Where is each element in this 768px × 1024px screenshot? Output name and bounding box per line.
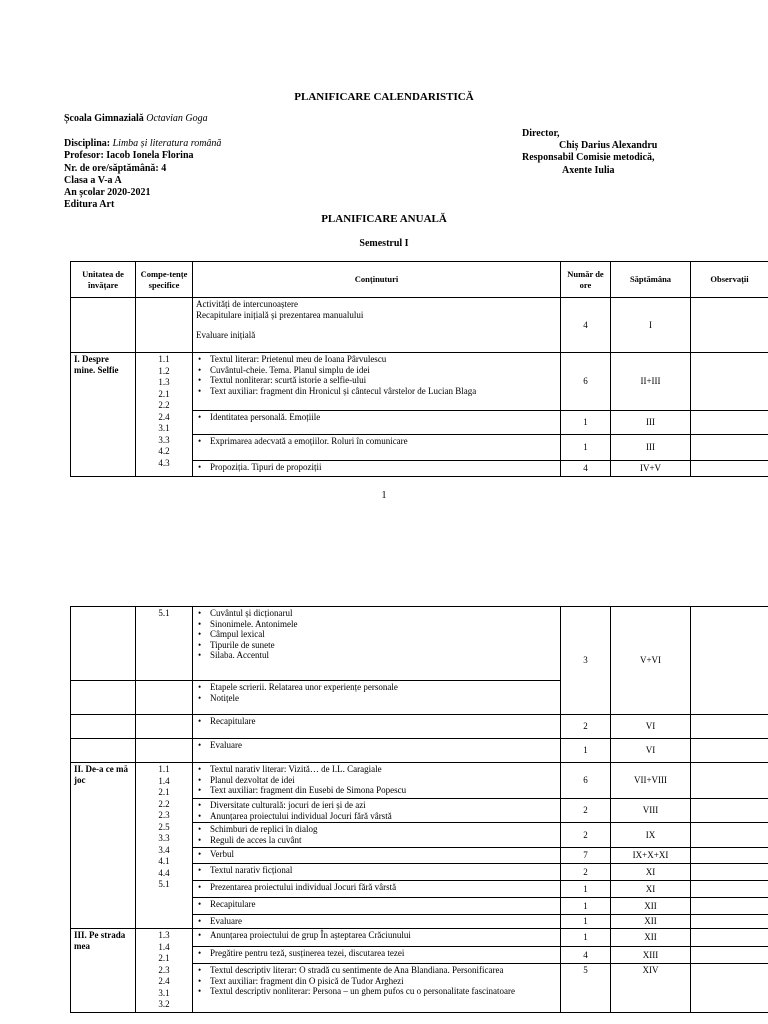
list-item: • Anunțarea proiectului de grup În așteptarea Crăciunului [210,930,557,941]
director-label: Director, [522,128,560,139]
list-item: • Evaluare [210,916,557,927]
unit-title: II. De-a ce mă joc [71,763,136,929]
col-week: Săptămâna [611,262,691,298]
list-item: • Tipurile de sunete [210,640,557,651]
list-item: • Propoziția. Tipuri de propoziții [210,462,557,473]
table-row: • Diversitate culturală: jocuri de ieri și de azi • Anunțarea proiectului individual Jocuri fără vârstă 2 VIII [71,799,768,823]
list-item: • Pregătire pentru teză, susținerea tezei, discutarea tezei [210,948,557,959]
col-content: Conținuturi [193,262,561,298]
discipline-line: Disciplina: Limba și literatura română [64,138,222,150]
plan-table-page-2 [70,606,768,1013]
list-item: • Sinonimele. Antonimele [210,619,557,630]
header-info [64,113,221,211]
competences: 1.1 1.2 1.3 2.1 2.2 2.4 3.1 3.3 4.2 4.3 [136,353,193,477]
table-row: • Exprimarea adecvată a emoțiilor. Roluri în comunicare 1 III [71,435,768,461]
list-item: • Etapele scrierii. Relatarea unor experiențe personale [210,682,557,693]
col-comp: Compe-tențe specifice [136,262,193,298]
table-row: • Evaluare 1 XII [71,915,768,929]
list-item: • Textul narativ ficțional [210,865,557,876]
unit-title: III. Pe strada mea [71,929,136,1013]
list-item: • Text auxiliar: fragment din O pisică de Tudor Arghezi [210,976,557,987]
list-item: • Recapitulare [210,899,557,910]
document-title: PLANIFICARE CALENDARISTICĂ [294,91,474,103]
director-name: Chiș Darius Alexandru [559,140,658,152]
table-row: • Pregătire pentru teză, susținerea tezei, discutarea tezei 4 XIII [71,946,768,964]
unit-title: I. Despre mine. Selfie [71,353,136,477]
table-row: • Verbul 7 IX+X+XI [71,848,768,864]
year-line: An școlar 2020-2021 [64,187,151,199]
table-row: • Textul descriptiv literar: O stradă cu sentimente de Ana Blandiana. Personificarea • Text auxiliar: fragment din O pisică de Tudor Arghezi • Textul descriptiv nonliterar: Persona – un ghem pufos cu o personalitate fascinatoare 5 XIV [71,964,768,1012]
page-number: 1 [381,490,387,501]
list-item: • Verbul [210,849,557,860]
list-item: • Textul literar: Prietenul meu de Ioana Pârvulescu [210,354,557,365]
list-item: • Text auxiliar: fragment din Hronicul și cântecul vârstelor de Lucian Blaga [210,386,557,397]
col-obs: Observații [691,262,768,298]
list-item: • Textul nonliterar: scurtă istorie a selfie-ului [210,375,557,386]
list-item: • Identitatea personală. Emoțiile [210,412,557,423]
list-item: • Textul narativ literar: Vizită… de I.L. Caragiale [210,764,557,775]
table-row: • Textul narativ ficțional 2 XI [71,864,768,881]
list-item: • Prezentarea proiectului individual Jocuri fără vârstă [210,882,557,893]
list-item: • Anunțarea proiectului individual Jocuri fără vârstă [210,811,557,822]
table-row: II. De-a ce mă joc 1.1 1.4 2.1 2.2 2.3 2.5 3.3 3.4 4.1 4.4 5.1 • Textul narativ literar: Vizită… de I.L. Caragiale • Planul dezvoltat de idei • Text auxiliar: fragment din Eusebi de Simona Popescu 6 VII+VIII [71,763,768,799]
list-item: • Textul descriptiv nonliterar: Persona – un ghem pufos cu o personalitate fascinatoare [210,986,557,997]
list-item: • Schimburi de replici în dialog [210,824,557,835]
list-item: • Exprimarea adecvată a emoțiilor. Roluri în comunicare [210,436,557,447]
table-row: III. Pe strada mea 1.3 1.4 2.1 2.3 2.4 3.1 3.2 • Anunțarea proiectului de grup În așteptarea Crăciunului 1 XII [71,929,768,947]
school-line: Școala Gimnazială Octavian Goga [64,113,208,124]
list-item: • Câmpul lexical [210,629,557,640]
publisher-line: Editura Art [64,199,115,211]
competences: 1.1 1.4 2.1 2.2 2.3 2.5 3.3 3.4 4.1 4.4 5.1 [136,763,193,929]
list-item: • Textul descriptiv literar: O stradă cu sentimente de Ana Blandiana. Personificarea [210,965,557,976]
list-item: • Diversitate culturală: jocuri de ieri și de azi [210,800,557,811]
table-row: 5.1 • Cuvântul și dicționarul • Sinonimele. Antonimele • Câmpul lexical • Tipurile de sunete • Silaba. Accentul 3 V+VI [71,607,768,681]
col-hours: Număr de ore [561,262,611,298]
table-row: I. Despre mine. Selfie 1.1 1.2 1.3 2.1 2.2 2.4 3.1 3.3 4.2 4.3 • Textul literar: Prietenul meu de Ioana Pârvulescu • Cuvântul-cheie. Tema. Planul simplu de idei • Textul nonliterar: scurtă istorie a selfie-ului • Text auxiliar: fragment din Hronicul și cântecul vârstelor de Lucian Blaga 6 II+III [71,353,768,411]
list-item: • Evaluare [210,740,557,751]
list-item: • Silaba. Accentul [210,650,557,661]
class-line: Clasa a V-a A [64,174,122,186]
table-row: • Recapitulare 2 VI [71,715,768,739]
table-header-row [71,262,768,298]
table-row: • Evaluare 1 VI [71,739,768,763]
list-item: • Planul dezvoltat de idei [210,775,557,786]
col-unit: Unitatea de învățare [71,262,136,298]
list-item: • Recapitulare [210,716,557,727]
list-item: • Reguli de acces la cuvânt [210,835,557,846]
competences: 1.3 1.4 2.1 2.3 2.4 3.1 3.2 [136,929,193,1013]
list-item: • Cuvântul-cheie. Tema. Planul simplu de idei [210,365,557,376]
teacher-line: Profesor: Iacob Ionela Florina [64,150,194,162]
table-row: • Recapitulare 1 XII [71,898,768,915]
list-item: • Text auxiliar: fragment din Eusebi de Simona Popescu [210,785,557,796]
table-row: Activități de intercunoaștere Recapitulare inițială și prezentarea manualului Evaluare inițială 4 I [71,298,768,353]
semester-title: Semestrul I [359,238,409,249]
list-item: • Notițele [210,693,557,704]
plan-table-page-1 [70,261,768,477]
signatures [522,128,657,177]
list-item: • Cuvântul și dicționarul [210,608,557,619]
commission-label: Responsabil Comisie metodică, [522,152,655,164]
table-row: • Propoziția. Tipuri de propoziții 4 IV+V [71,461,768,477]
plan-title: PLANIFICARE ANUALĂ [321,213,447,225]
table-row: • Identitatea personală. Emoțiile 1 III [71,411,768,435]
table-row: • Prezentarea proiectului individual Jocuri fără vârstă 1 XI [71,881,768,898]
table-row: • Schimburi de replici în dialog • Reguli de acces la cuvânt 2 IX [71,823,768,848]
commission-name: Axente Iulia [562,164,615,176]
hours-line: Nr. de ore/săptămână: 4 [64,162,167,174]
